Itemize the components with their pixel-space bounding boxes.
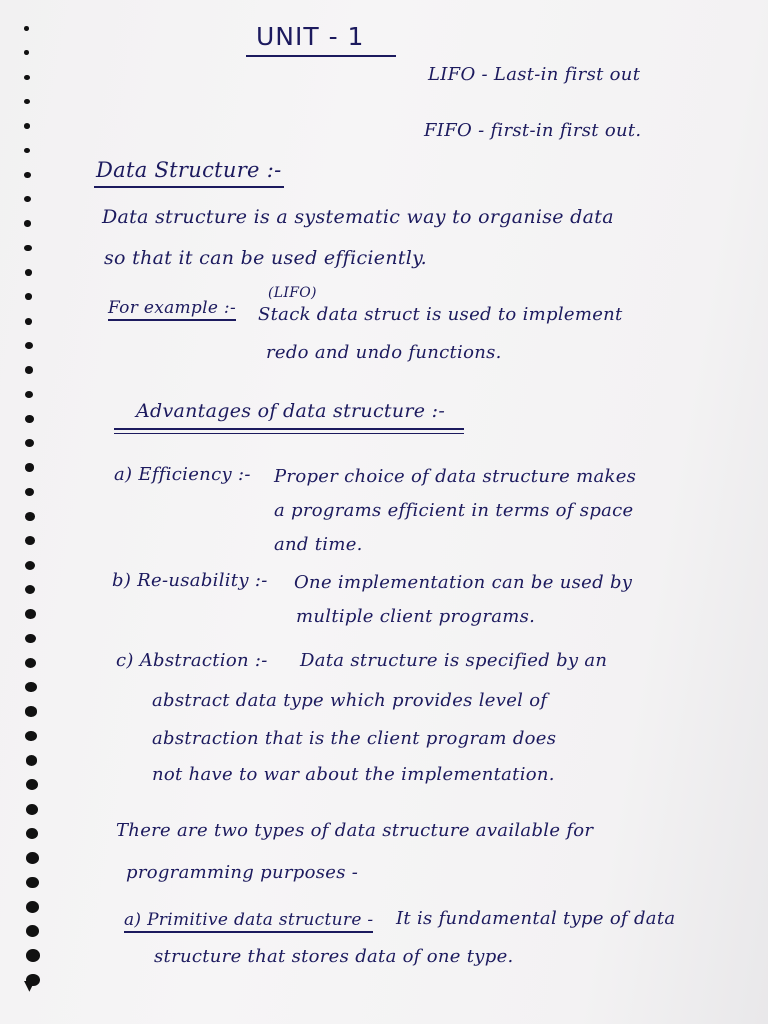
efficiency-line-2: a programs efficient in terms of space bbox=[274, 500, 634, 521]
reusability-line-2: multiple client programs. bbox=[296, 606, 536, 627]
binding-hole bbox=[25, 731, 37, 742]
binding-hole bbox=[25, 609, 36, 618]
binding-hole bbox=[25, 318, 33, 325]
binding-hole bbox=[25, 682, 36, 692]
spiral-binding bbox=[0, 0, 46, 1024]
binding-hole bbox=[25, 512, 35, 521]
example-line-1: Stack data struct is used to implement bbox=[258, 304, 623, 325]
binding-hole bbox=[26, 779, 38, 790]
binding-hole bbox=[24, 148, 30, 154]
abstraction-line-2: abstract data type which provides level of bbox=[152, 690, 548, 711]
binding-hole bbox=[26, 828, 39, 839]
binding-hole bbox=[24, 245, 31, 251]
binding-hole bbox=[25, 463, 34, 471]
binding-hole bbox=[26, 925, 40, 937]
primitive-line-2: structure that stores data of one type. bbox=[154, 946, 514, 967]
advantages-underline-2 bbox=[114, 433, 464, 434]
binding-hole bbox=[26, 949, 40, 961]
binding-hole bbox=[25, 634, 36, 644]
primitive-line-1: It is fundamental type of data bbox=[396, 908, 676, 929]
unit-title-underline bbox=[246, 55, 396, 57]
data-structure-heading: Data Structure :- bbox=[96, 158, 282, 182]
binding-hole bbox=[24, 99, 30, 104]
types-intro-line-2: programming purposes - bbox=[126, 862, 359, 883]
abstraction-line-3: abstraction that is the client program does bbox=[152, 728, 557, 749]
lifo-note: LIFO - Last-in first out bbox=[428, 64, 641, 85]
binding-hole bbox=[25, 293, 33, 300]
binding-hole bbox=[25, 585, 35, 594]
example-line-2: redo and undo functions. bbox=[266, 342, 502, 363]
abstraction-label: c) Abstraction :- bbox=[116, 650, 268, 671]
binding-hole bbox=[25, 706, 36, 716]
binding-hole bbox=[26, 877, 39, 889]
binding-hole bbox=[24, 172, 30, 178]
definition-line-1: Data structure is a systematic way to organise data bbox=[102, 206, 614, 228]
binding-hole bbox=[25, 366, 33, 373]
reusability-label: b) Re-usability :- bbox=[112, 570, 268, 591]
example-label: For example :- bbox=[108, 298, 236, 321]
fifo-note: FIFO - first-in first out. bbox=[424, 120, 642, 141]
binding-hole bbox=[25, 415, 34, 423]
advantages-heading: Advantages of data structure :- bbox=[136, 400, 446, 422]
corner-glyph: ▼ bbox=[24, 978, 35, 994]
binding-hole bbox=[26, 804, 38, 815]
reusability-line-1: One implementation can be used by bbox=[294, 572, 633, 593]
definition-line-2: so that it can be used efficiently. bbox=[104, 247, 428, 269]
binding-hole bbox=[25, 439, 34, 447]
data-structure-heading-underline bbox=[94, 186, 284, 188]
binding-hole bbox=[26, 755, 38, 766]
binding-hole bbox=[24, 75, 29, 80]
binding-hole bbox=[26, 901, 39, 913]
binding-hole bbox=[24, 196, 31, 202]
binding-hole bbox=[25, 391, 33, 399]
efficiency-label: a) Efficiency :- bbox=[114, 464, 251, 485]
binding-hole bbox=[25, 488, 34, 496]
unit-title: UNIT - 1 bbox=[256, 22, 365, 51]
binding-hole bbox=[24, 26, 29, 31]
types-intro-line-1: There are two types of data structure available for bbox=[116, 820, 594, 841]
binding-hole bbox=[24, 220, 31, 226]
abstraction-line-4: not have to war about the implementation. bbox=[152, 764, 555, 785]
efficiency-line-1: Proper choice of data structure makes bbox=[274, 466, 637, 487]
efficiency-line-3: and time. bbox=[274, 534, 363, 555]
binding-hole bbox=[24, 123, 30, 128]
binding-hole bbox=[25, 561, 35, 570]
advantages-underline-1 bbox=[114, 428, 464, 430]
binding-hole bbox=[25, 658, 36, 668]
binding-hole bbox=[25, 269, 32, 276]
binding-hole bbox=[26, 852, 39, 864]
lifo-annotation: (LIFO) bbox=[268, 285, 317, 301]
binding-hole bbox=[25, 536, 35, 545]
binding-hole bbox=[25, 342, 33, 349]
abstraction-line-1: Data structure is specified by an bbox=[300, 650, 608, 671]
binding-hole bbox=[24, 50, 29, 55]
primitive-label: a) Primitive data structure - bbox=[124, 910, 373, 933]
